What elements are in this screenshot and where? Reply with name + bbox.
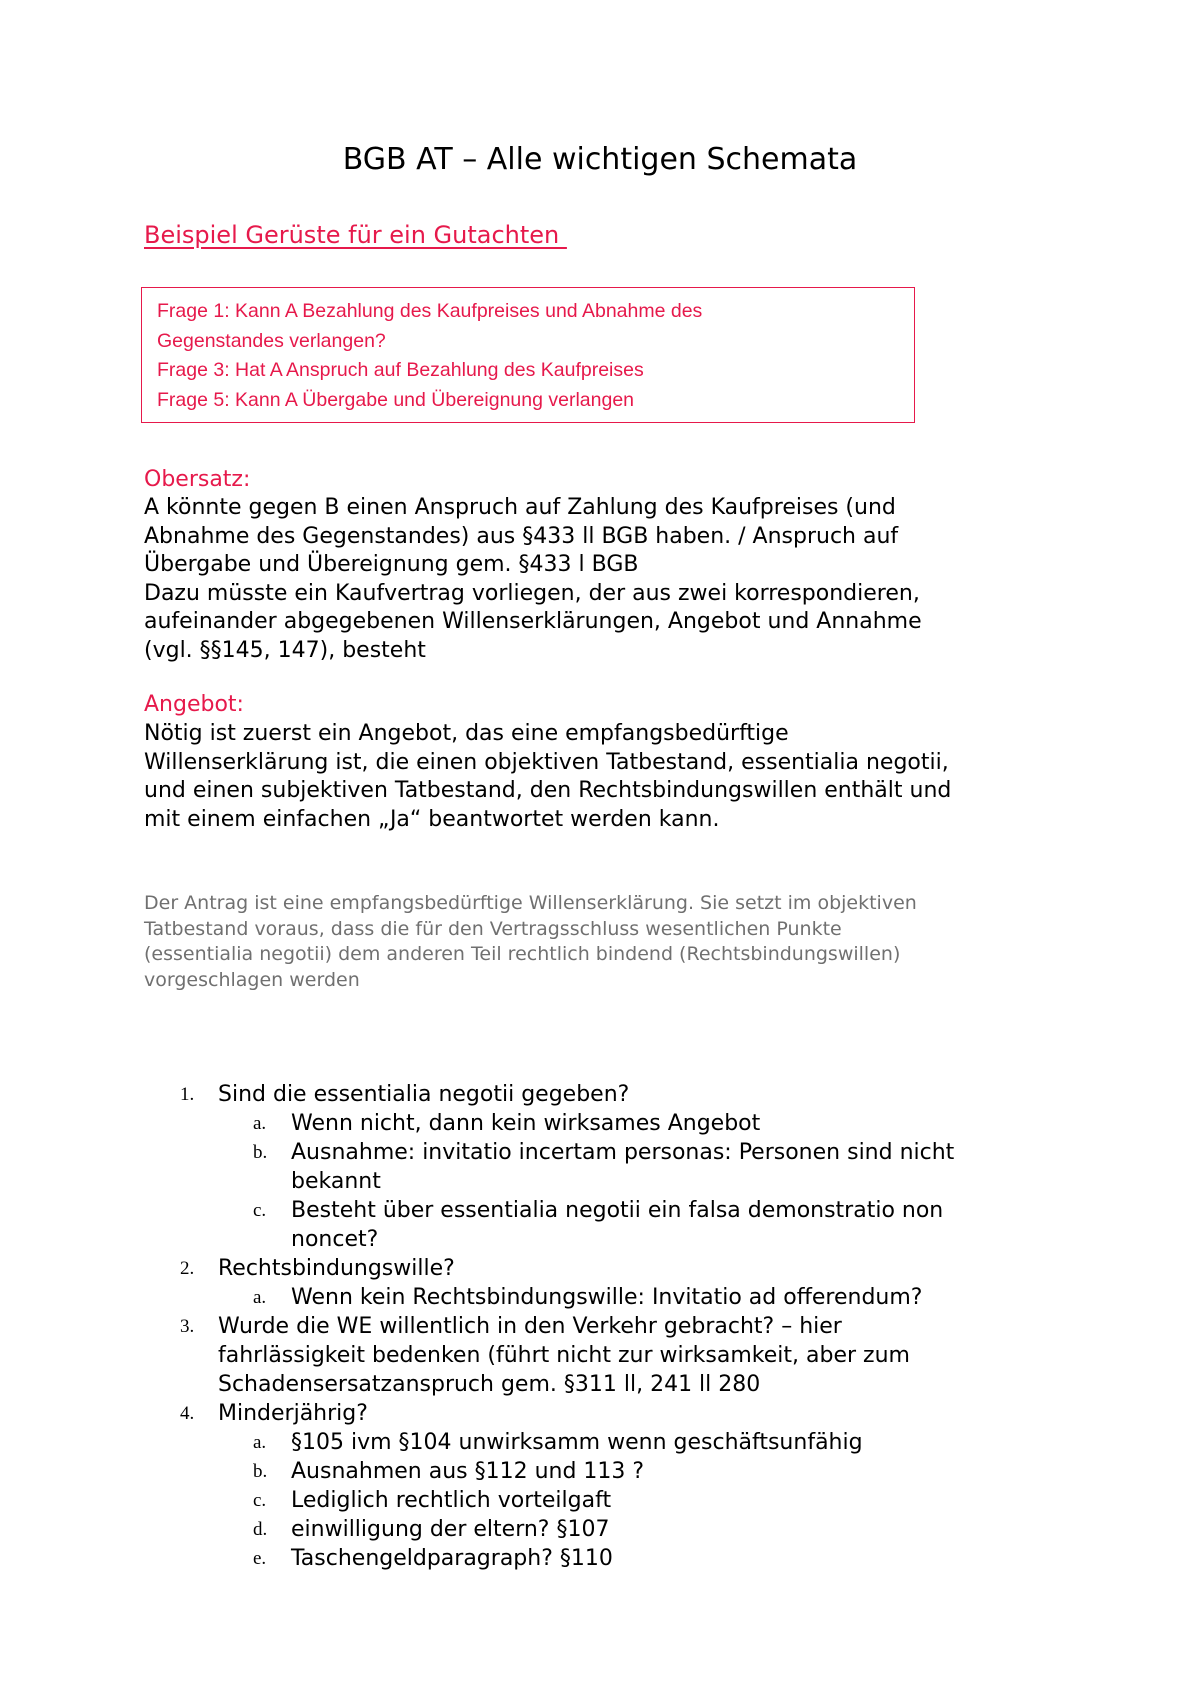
obersatz-line: (vgl. §§145, 147), besteht <box>144 637 426 663</box>
list-item <box>0 1544 1200 1573</box>
angebot-line: mit einem einfachen „Ja“ beantwortet werden kann. <box>144 806 720 832</box>
list-marker: e. <box>253 1548 267 1569</box>
list-marker: 2. <box>180 1258 195 1279</box>
obersatz-heading: Obersatz: <box>144 467 251 492</box>
list-item-text: Ausnahme: invitatio incertam personas: Personen sind nicht bekannt <box>291 1140 955 1194</box>
list-marker: c. <box>253 1200 267 1221</box>
list-marker: b. <box>253 1461 268 1482</box>
note-line: (essentialia negotii) dem anderen Teil rechtlich bindend (Rechtsbindungswillen) <box>144 943 901 965</box>
list-item-text: Ausnahmen aus §112 und 113 ? <box>291 1459 645 1484</box>
angebot-heading: Angebot: <box>144 692 244 717</box>
list-marker: 3. <box>180 1316 195 1337</box>
list-marker: c. <box>253 1490 267 1511</box>
list-item-text: einwilligung der eltern? §107 <box>291 1517 610 1542</box>
section-subtitle: Beispiel Gerüste für ein Gutachten <box>144 221 567 249</box>
list-item <box>0 1283 1200 1312</box>
obersatz-line: Dazu müsste ein Kaufvertrag vorliegen, der aus zwei korrespondieren, <box>144 580 920 606</box>
list-item <box>0 1109 1200 1138</box>
list-marker: a. <box>253 1432 267 1453</box>
list-item <box>0 1457 1200 1486</box>
page-title: BGB AT – Alle wichtigen Schemata <box>342 142 858 177</box>
antrag-note <box>144 891 1084 993</box>
note-line: Der Antrag ist eine empfangsbedürftige Willenserklärung. Sie setzt im objektiven <box>144 892 917 914</box>
list-marker: 4. <box>180 1403 195 1424</box>
angebot-body <box>144 720 1084 834</box>
list-item-text: Wenn nicht, dann kein wirksames Angebot <box>291 1111 761 1136</box>
list-marker: d. <box>253 1519 268 1540</box>
angebot-line: Nötig ist zuerst ein Angebot, das eine empfangsbedürftige <box>144 721 789 746</box>
question-line: Frage 3: Hat A Anspruch auf Bezahlung des Kaufpreises <box>157 359 644 381</box>
list-item <box>0 1080 1200 1109</box>
list-item-text: Wenn kein Rechtsbindungswille: Invitatio ad offerendum? <box>291 1285 923 1310</box>
angebot-line: und einen subjektiven Tatbestand, den Rechtsbindungswillen enthält und <box>144 778 952 803</box>
list-marker: 1. <box>180 1084 195 1105</box>
list-marker: b. <box>253 1142 268 1163</box>
obersatz-line: A könnte gegen B einen Anspruch auf Zahlung des Kaufpreises (und <box>144 495 896 520</box>
list-item-text: Taschengeldparagraph? §110 <box>291 1546 613 1571</box>
list-item <box>0 1312 1200 1399</box>
note-line: vorgeschlagen werden <box>144 968 360 991</box>
obersatz-line: aufeinander abgegebenen Willenserklärungen, Angebot und Annahme <box>144 609 922 634</box>
note-line: Tatbestand voraus, dass die für den Vertragsschluss wesentlichen Punkte <box>144 917 842 940</box>
list-marker: a. <box>253 1113 267 1134</box>
question-line: Frage 5: Kann A Übergabe und Übereignung verlangen <box>157 388 635 411</box>
obersatz-line: Übergabe und Übereignung gem. §433 l BGB <box>144 552 639 577</box>
question-box <box>141 287 915 423</box>
angebot-line: Willenserklärung ist, die einen objektiven Tatbestand, essentialia negotii, <box>144 749 949 775</box>
list-item-text: §105 ivm §104 unwirksamm wenn geschäftsunfähig <box>291 1430 863 1455</box>
question-line: Gegenstandes verlangen? <box>157 329 386 352</box>
list-item <box>0 1515 1200 1544</box>
obersatz-line: Abnahme des Gegenstandes) aus §433 ll BGB haben. / Anspruch auf <box>144 523 899 549</box>
list-item <box>0 1399 1200 1428</box>
list-item <box>0 1486 1200 1515</box>
list-item <box>0 1196 1200 1254</box>
list-item <box>0 1254 1200 1283</box>
list-item-text: Minderjährig? <box>218 1401 368 1426</box>
question-line: Frage 1: Kann A Bezahlung des Kaufpreises und Abnahme des <box>157 300 703 322</box>
schema-list <box>0 1080 1200 1573</box>
obersatz-body <box>144 494 1084 665</box>
list-item-text: Rechtsbindungswille? <box>218 1256 455 1281</box>
list-item <box>0 1138 1200 1196</box>
list-marker: a. <box>253 1287 267 1308</box>
list-item-text: Lediglich rechtlich vorteilgaft <box>291 1488 612 1513</box>
list-item-text: Wurde die WE willentlich in den Verkehr gebracht? – hier fahrlässigkeit bedenken (führt nicht zur wirksamkeit, aber zum Schadensersatzanspruch gem. §311 ll, 241 ll 280 <box>218 1314 910 1397</box>
list-item-text: Sind die essentialia negotii gegeben? <box>218 1082 630 1107</box>
list-item-text: Besteht über essentialia negotii ein falsa demonstratio non noncet? <box>291 1198 944 1252</box>
list-item <box>0 1428 1200 1457</box>
